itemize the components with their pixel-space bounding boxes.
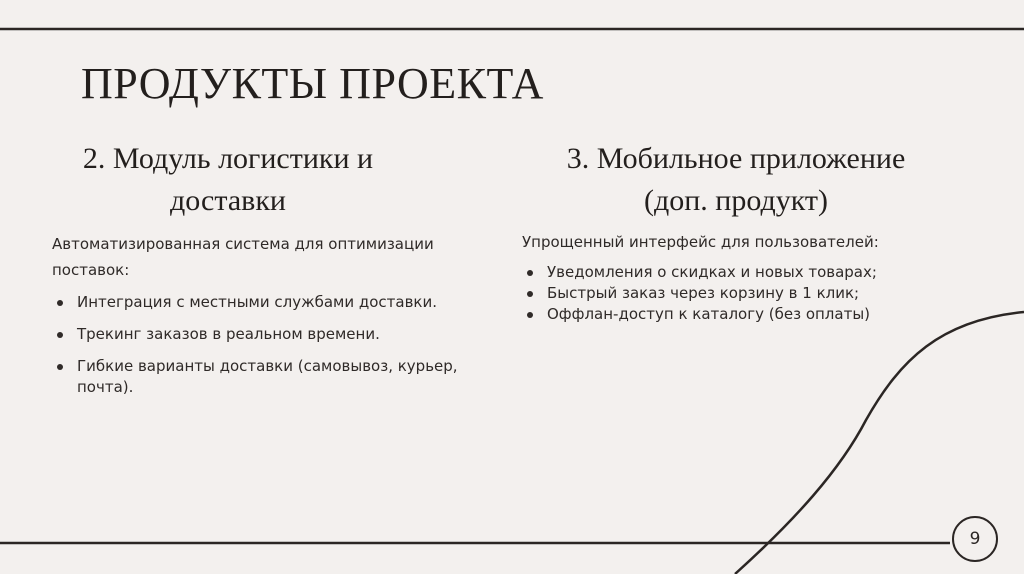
list-item — [522, 262, 952, 283]
bullet-dot — [57, 300, 63, 306]
list-item — [52, 324, 482, 345]
left-column-heading — [8, 138, 448, 222]
slide-title: ПРОДУКТЫ ПРОЕКТА — [81, 59, 544, 108]
bullet-dot — [57, 364, 63, 370]
right-column-heading — [516, 138, 956, 222]
left-bullet-list — [52, 292, 482, 398]
list-item-text: Оффлан-доступ к каталогу (без оплаты) — [547, 305, 871, 323]
list-item — [522, 283, 952, 304]
right-heading-line2: (доп. продукт) — [643, 184, 829, 217]
list-item — [522, 304, 952, 325]
list-item — [52, 292, 482, 313]
right-heading-line1: 3. Мобильное приложение — [566, 142, 906, 175]
right-column — [522, 138, 952, 325]
right-bullet-list — [522, 262, 952, 325]
left-heading-line2: доставки — [170, 184, 286, 217]
page-number-badge — [952, 516, 998, 562]
bullet-dot — [57, 332, 63, 338]
list-item-text: Уведомления о скидках и новых товарах; — [547, 263, 877, 281]
left-heading-line1: 2. Модуль логистики и — [82, 142, 374, 175]
bullet-dot — [527, 270, 533, 276]
left-column — [52, 138, 482, 409]
list-item-text: Трекинг заказов в реальном времени. — [77, 325, 380, 343]
list-item-text: Быстрый заказ через корзину в 1 клик; — [547, 284, 860, 302]
list-item-text: Гибкие варианты доставки (самовывоз, курьер, почта). — [77, 357, 458, 396]
list-item-text: Интеграция с местными службами доставки. — [77, 293, 438, 311]
bullet-dot — [527, 291, 533, 297]
list-item — [52, 356, 482, 398]
right-intro: Упрощенный интерфейс для пользователей: — [522, 233, 879, 251]
page-number: 9 — [969, 529, 981, 549]
left-intro: Автоматизированная система для оптимизации поставок: — [52, 235, 434, 279]
bullet-dot — [527, 312, 533, 318]
